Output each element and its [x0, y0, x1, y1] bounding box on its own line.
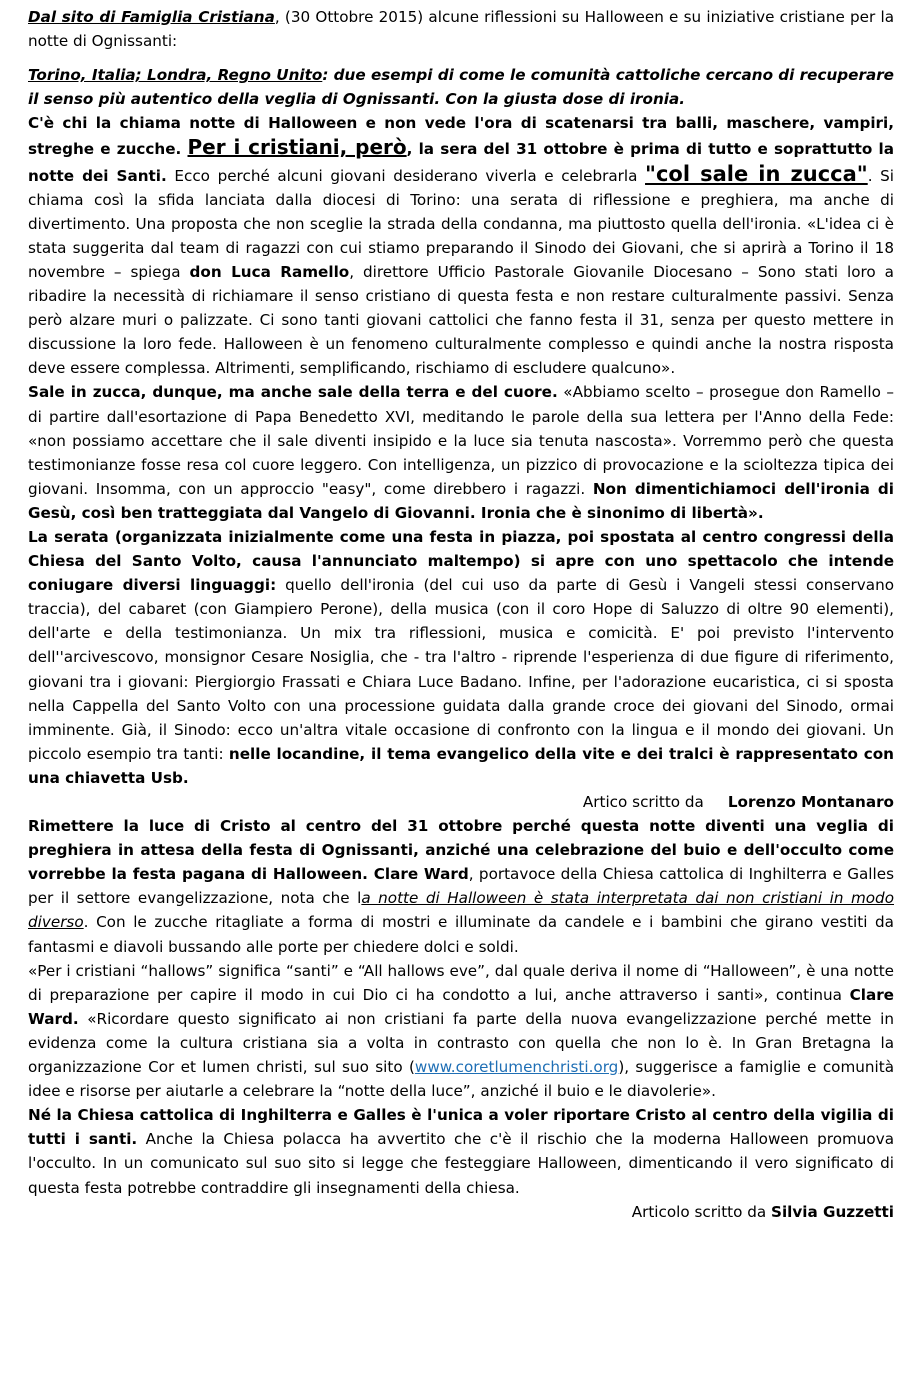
- a2-p1-bold: Rimettere la luce di Cristo al centro del 31 ottobre perché questa notte diventi una veglia di preghiera in attesa della festa di Ognissanti, anziché una celebrazione del buio e dell'occulto come vorrebbe la festa pagana di Halloween.: [28, 817, 894, 884]
- a2-p1-text: , portavoce della Chiesa cattolica di Inghilterra e Galles per il settore evangelizzazione, nota che l: [28, 865, 895, 908]
- intro-text: , (30 Ottobre 2015) alcune riflessioni su Halloween e su iniziative cristiane per la notte di Ognissanti:: [28, 8, 895, 51]
- a2-p3-bold: Né la Chiesa cattolica di Inghilterra e Galles è l'unica a voler riportare Cristo al centro della vigilia di tutti i santi.: [28, 1106, 894, 1149]
- article2-signature: [28, 1200, 894, 1224]
- article2-paragraph-2: [28, 959, 894, 1104]
- p1-bold2: , la sera del 31 ottobre è prima di tutto e soprattutto la notte dei Santi.: [28, 140, 894, 185]
- a2-p1-text2: . Con le zucche ritagliate a forma di mostri e illuminate da candele e i bambini che girano vestiti da fantasmi e diavoli bussando alle porte per chiedere dolci e soldi.: [28, 913, 894, 956]
- p3-text: quello dell'ironia (del cui uso da parte di Gesù i Vangeli stessi conservano traccia), del cabaret (con Giampiero Perone), della musica (con il coro Hope di Saluzzo di oltre 90 elementi), dell'arte e della testimonianza. Un mix tra riflessioni, musica e comicità. E' poi previsto l'intervento dell''arcivescovo, monsignor Cesare Nosiglia, che - tra l'altro - riprende l'esperienza di due figure di riferimento, giovani tra i giovani: Piergiorgio Frassati e Chiara Luce Badano. Infine, per l'adorazione eucaristica, ci si sposta nella Cappella del Santo Volto con una processione guidata dalla grande croce dei giovani del Sinodo, ormai imminente. Già, il Sinodo: ecco un'altra vitale occasione di confronto con la lingua e il mondo dei giovani. Un piccolo esempio tra tanti:: [28, 576, 894, 763]
- a2-p2-text2: «Ricordare questo significato ai non cristiani fa parte della nuova evangelizzazione perché mette in evidenza come la cultura cristiana sia a volta in contrasto con quella che non lo è. In Gran Bretagna la organizzazione Cor et lumen christi, sul suo sito (: [28, 1009, 894, 1077]
- p3-bold: La serata (organizzata inizialmente come una festa in piazza, poi spostata al centro congressi della Chiesa del Santo Volto, causa l'annunciato maltempo) si apre con uno spettacolo che intende coniugare diversi linguaggi:: [28, 527, 894, 595]
- a2-p1-italic: a notte di Halloween è stata interpretata dai non cristiani in modo diverso: [28, 889, 894, 932]
- p3-bold2: nelle locandine, il tema evangelico della vite e dei tralci è rappresentato con una chiavetta Usb.: [28, 744, 894, 787]
- signature-name: Lorenzo Montanaro: [727, 793, 894, 811]
- a2-p3-text: Anche la Chiesa polacca ha avvertito che c'è il rischio che la moderna Halloween promuova l'occulto. In un comunicato sul suo sito si legge che festeggiare Halloween, dimenticando il vero significato di questa festa potrebbe contraddire gli insegnamenti della chiesa.: [28, 1130, 894, 1197]
- a2-p1-name: Clare Ward: [367, 865, 469, 884]
- a2-p2-text3: ), suggerisce a famiglie e comunità idee e risorse per aiutarle a celebrare la “notte della luce”, anziché il buio e le diavolerie».: [28, 1058, 894, 1101]
- lead-text: : due esempi di come le comunità cattoliche cercano di recuperare il senso più autentico della veglia di Ognissanti. Con la giusta dose di ironia.: [28, 66, 894, 109]
- p1-bold: C'è chi la chiama notte di Halloween e non vede l'ora di scatenarsi tra balli, maschere, vampiri, streghe e zucche.: [28, 114, 894, 159]
- website-link[interactable]: www.coretlumenchristi.org: [414, 1058, 619, 1077]
- a2-p2-name: Clare Ward.: [28, 985, 894, 1028]
- p2-bold2: Non dimentichiamoci dell'ironia di Gesù, così ben tratteggiata dal Vangelo di Giovanni. Ironia che è sinonimo di libertà».: [28, 479, 894, 522]
- signature-label: Articolo scritto da: [631, 1202, 767, 1221]
- article1-paragraph-2: [28, 380, 894, 525]
- p1-text2: . Si chiama così la sfida lanciata dalla diocesi di Torino: una serata di riflessione e preghiera, ma anche di divertimento. Una proposta che non sceglie la strada della condanna, ma piuttosto quella dell'ironia. «L'idea ci è stata suggerita dal team di ragazzi con cui stiamo preparando il Sinodo dei Giovani, che si aprirà a Torino il 18 novembre – spiega: [28, 166, 894, 281]
- article2-paragraph-1: [28, 814, 894, 959]
- lead-places: Torino, Italia; Londra, Regno Unito: [28, 66, 323, 85]
- p1-big-heading: Per i cristiani, però: [187, 135, 407, 160]
- intro-source: Dal sito di Famiglia Cristiana: [28, 8, 275, 26]
- intro-paragraph: [28, 5, 894, 53]
- p1-big-quote: "col sale in zucca": [645, 161, 868, 186]
- article1-signature: [28, 790, 894, 814]
- p1-name: don Luca Ramello: [189, 262, 350, 281]
- spacer: [28, 53, 894, 63]
- article1-lead: [28, 63, 894, 111]
- p1-text: Ecco perché alcuni giovani desiderano viverla e celebrarla: [166, 166, 646, 185]
- a2-p2-text: «Per i cristiani “hallows” significa “santi” e “All hallows eve”, dal quale deriva il nome di “Halloween”, è una notte di preparazione per capire il modo in cui Dio ci ha condotto a lui, anche attraverso i santi», continua: [28, 961, 894, 1004]
- article2-paragraph-3: [28, 1103, 894, 1199]
- article1-paragraph-1: [28, 111, 894, 380]
- signature-label: Artico scritto da: [582, 793, 704, 811]
- p2-text: «Abbiamo scelto – prosegue don Ramello – di partire dall'esortazione di Papa Benedetto XVI, meditando le parole della sua lettera per l'Anno della Fede: «non possiamo accettare che il sale diventi insipido e la luce sia tenuta nascosta». Vorremmo però che questa testimonianze fosse resa col cuore leggero. Con intelligenza, un pizzico di provocazione e la scioltezza tipica dei giovani. Insomma, con un approccio "easy", come direbbero i ragazzi.: [28, 383, 894, 498]
- p1-text3: , direttore Ufficio Pastorale Giovanile Diocesano – Sono stati loro a ribadire la necessità di richiamare il senso cristiano di questa festa e non restare culturalmente passivi. Senza però alzare muri o palizzate. Ci sono tanti giovani cattolici che fanno festa il 31, senza per questo mettere in discussione la loro fede. Halloween è un fenomeno culturalmente complesso e quindi anche la nostra risposta deve essere complessa. Altrimenti, semplificando, rischiamo di escludere qualcuno».: [28, 262, 894, 378]
- article1-paragraph-3: [28, 525, 894, 790]
- signature-name: Silvia Guzzetti: [771, 1202, 894, 1221]
- p2-bold: Sale in zucca, dunque, ma anche sale della terra e del cuore.: [28, 383, 558, 402]
